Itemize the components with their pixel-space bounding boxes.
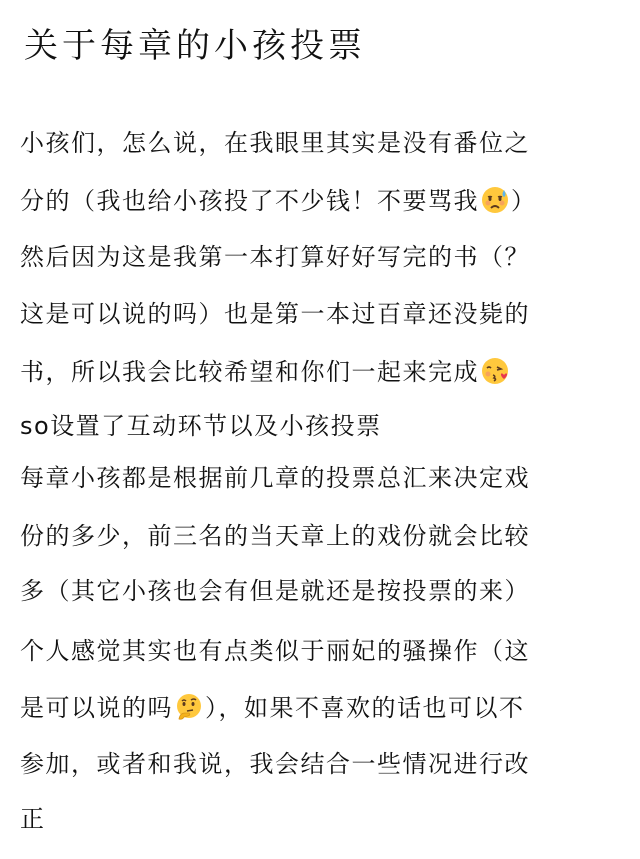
paragraph-3-line-3: 参加，或者和我说，我会结合一些情况进行改 [20, 750, 530, 778]
paragraph-1-line-2-close: ） [511, 187, 537, 215]
page-title: 关于每章的小孩投票 [24, 26, 366, 66]
paragraph-2-line-2-text: 份的多少，前三名的当天章上的戏份就会比较 [20, 522, 530, 551]
paragraph-1-line-2 [20, 185, 630, 216]
paragraph-1-line-4: 这是可以说的吗）也是第一本过百章还没毙的 [20, 300, 530, 328]
paragraph-3-line-1: 个人感觉其实也有点类似于丽妃的骚操作（这 [20, 637, 530, 665]
kissing-heart-emoji-icon [480, 356, 510, 386]
thinking-emoji-icon [174, 692, 204, 722]
paragraph-2-line-3-text: 多（其它小孩也会有但是就还是按投票的来） [20, 577, 530, 606]
sad-sweat-emoji-icon [480, 185, 510, 215]
paragraph-3-line-2-text: 是可以说的吗 [20, 694, 173, 722]
paragraph-2-line-1 [20, 463, 630, 493]
paragraph-1-line-3: 然后因为这是我第一本打算好好写完的书（？ [20, 243, 530, 271]
paragraph-3-line-4: 正 [20, 805, 46, 833]
paragraph-1-line-5-text: 书，所以我会比较希望和你们一起来完成 [20, 358, 479, 386]
paragraph-1-line-6: so设置了互动环节以及小孩投票 [20, 412, 382, 440]
paragraph-3-line-2 [20, 692, 630, 723]
paragraph-1-line-2-text: 分的（我也给小孩投了不少钱！不要骂我 [20, 187, 479, 215]
paragraph-2-line-1-text: 每章小孩都是根据前几章的投票总汇来决定戏 [20, 464, 530, 493]
paragraph-3-line-2-rest: ），如果不喜欢的话也可以不 [205, 694, 525, 722]
paragraph-1-line-1: 小孩们，怎么说，在我眼里其实是没有番位之 [20, 129, 530, 157]
paragraph-2-line-2 [20, 521, 630, 551]
paragraph-2-line-3 [20, 576, 630, 606]
paragraph-1-line-5 [20, 356, 630, 387]
